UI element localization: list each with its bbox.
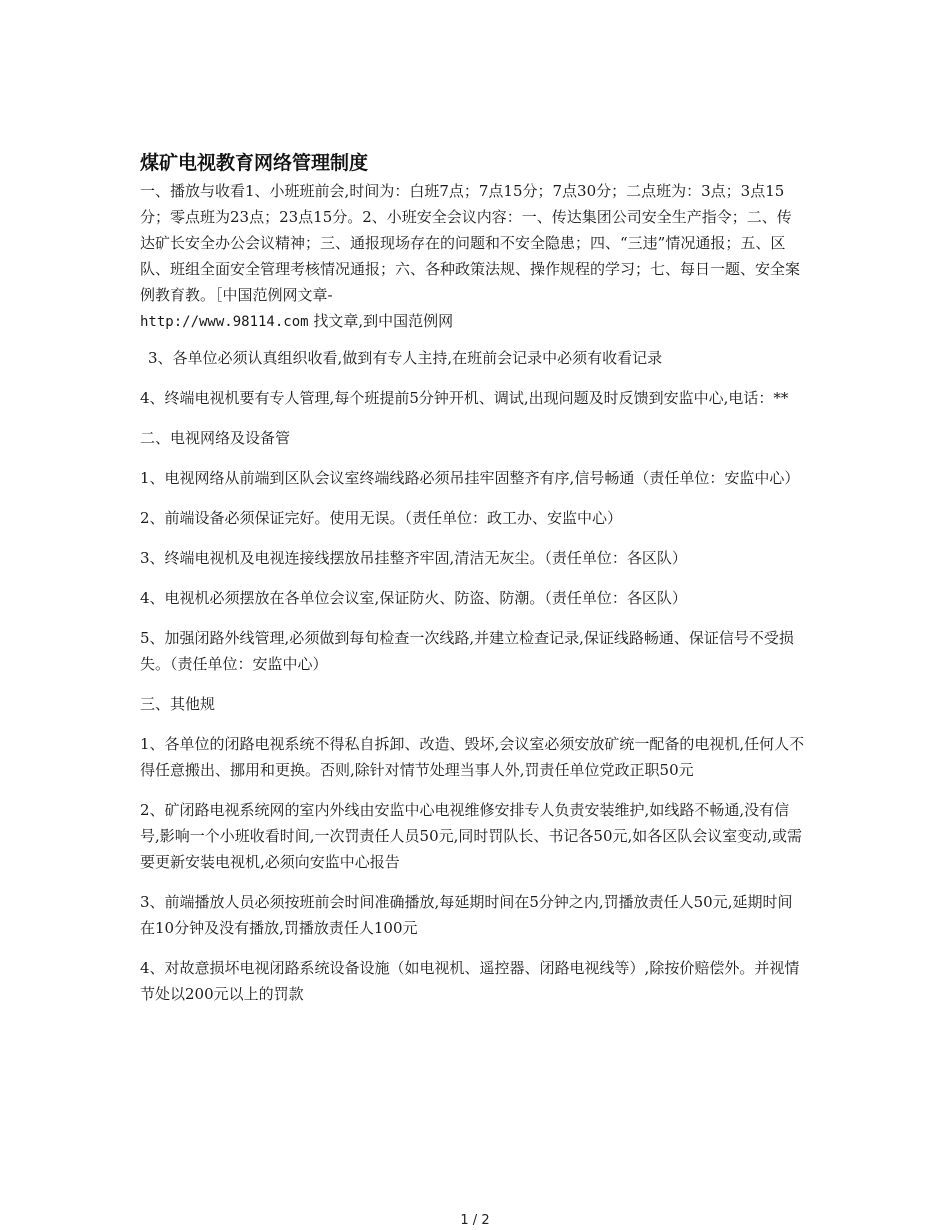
other-item-2: 2、矿闭路电视系统网的室内外线由安监中心电视维修安排专人负责安装维护,如线路不畅通,没有信号,影响一个小班收看时间,一次罚责任人员50元,同时罚队长、书记各50元,如各区队会议室变动,或需要更新安装电视机,必须向安监中心报告 xyxy=(140,801,803,871)
network-item-5: 5、加强闭路外线管理,必须做到每旬检查一次线路,并建立检查记录,保证线路畅通、保证信号不受损失。（责任单位：安监中心） xyxy=(140,629,794,673)
network-item-4: 4、电视机必须摆放在各单位会议室,保证防火、防盗、防潮。（责任单位：各区队） xyxy=(140,589,687,607)
paragraph-item-3: 3、各单位必须认真组织收看,做到有专人主持,在班前会记录中必须有收看记录 xyxy=(148,349,663,367)
intro-link-suffix: 找文章,到中国范例网 xyxy=(308,312,454,330)
section-heading-other: 三、其他规 xyxy=(140,695,216,713)
document-page xyxy=(140,150,805,1021)
other-item-4: 4、对故意损坏电视闭路系统设备设施（如电视机、遥控器、闭路电视线等）,除按价赔偿外。并视情节处以200元以上的罚款 xyxy=(140,959,800,1003)
network-item-3: 3、终端电视机及电视连接线摆放吊挂整齐牢固,清洁无灰尘。（责任单位：各区队） xyxy=(140,549,687,567)
section-heading-network: 二、电视网络及设备管 xyxy=(140,429,291,447)
other-item-1: 1、各单位的闭路电视系统不得私自拆卸、改造、毁坏,会议室必须安放矿统一配备的电视机,任何人不得任意搬出、挪用和更换。否则,除针对情节处理当事人外,罚责任单位党政正职50元 xyxy=(140,735,805,779)
page-number: 1 / 2 xyxy=(460,1213,490,1228)
intro-paragraph xyxy=(140,178,805,335)
other-item-3: 3、前端播放人员必须按班前会时间准确播放,每延期时间在5分钟之内,罚播放责任人50元,延期时间在10分钟及没有播放,罚播放责任人100元 xyxy=(140,893,793,937)
intro-text: 一、播放与收看1、小班班前会,时间为：白班7点；7点15分；7点30分；二点班为：3点；3点15分；零点班为23点；23点15分。2、小班安全会议内容：一、传达集团公司安全生产指令；二、传达矿长安全办公会议精神；三、通报现场存在的问题和不安全隐患；四、“三违”情况通报；五、区队、班组全面安全管理考核情况通报；六、各种政策法规、操作规程的学习；七、每日一题、安全案例教育教。［中国范例网文章- xyxy=(140,182,801,304)
intro-link[interactable]: http://www.98114.com xyxy=(140,314,309,330)
network-item-1: 1、电视网络从前端到区队会议室终端线路必须吊挂牢固整齐有序,信号畅通（责任单位：安监中心） xyxy=(140,469,800,487)
network-item-2: 2、前端设备必须保证完好。使用无误。（责任单位：政工办、安监中心） xyxy=(140,509,623,527)
paragraph-item-4: 4、终端电视机要有专人管理,每个班提前5分钟开机、调试,出现问题及时反馈到安监中心,电话：** xyxy=(140,389,789,407)
document-title: 煤矿电视教育网络管理制度 xyxy=(140,152,369,174)
